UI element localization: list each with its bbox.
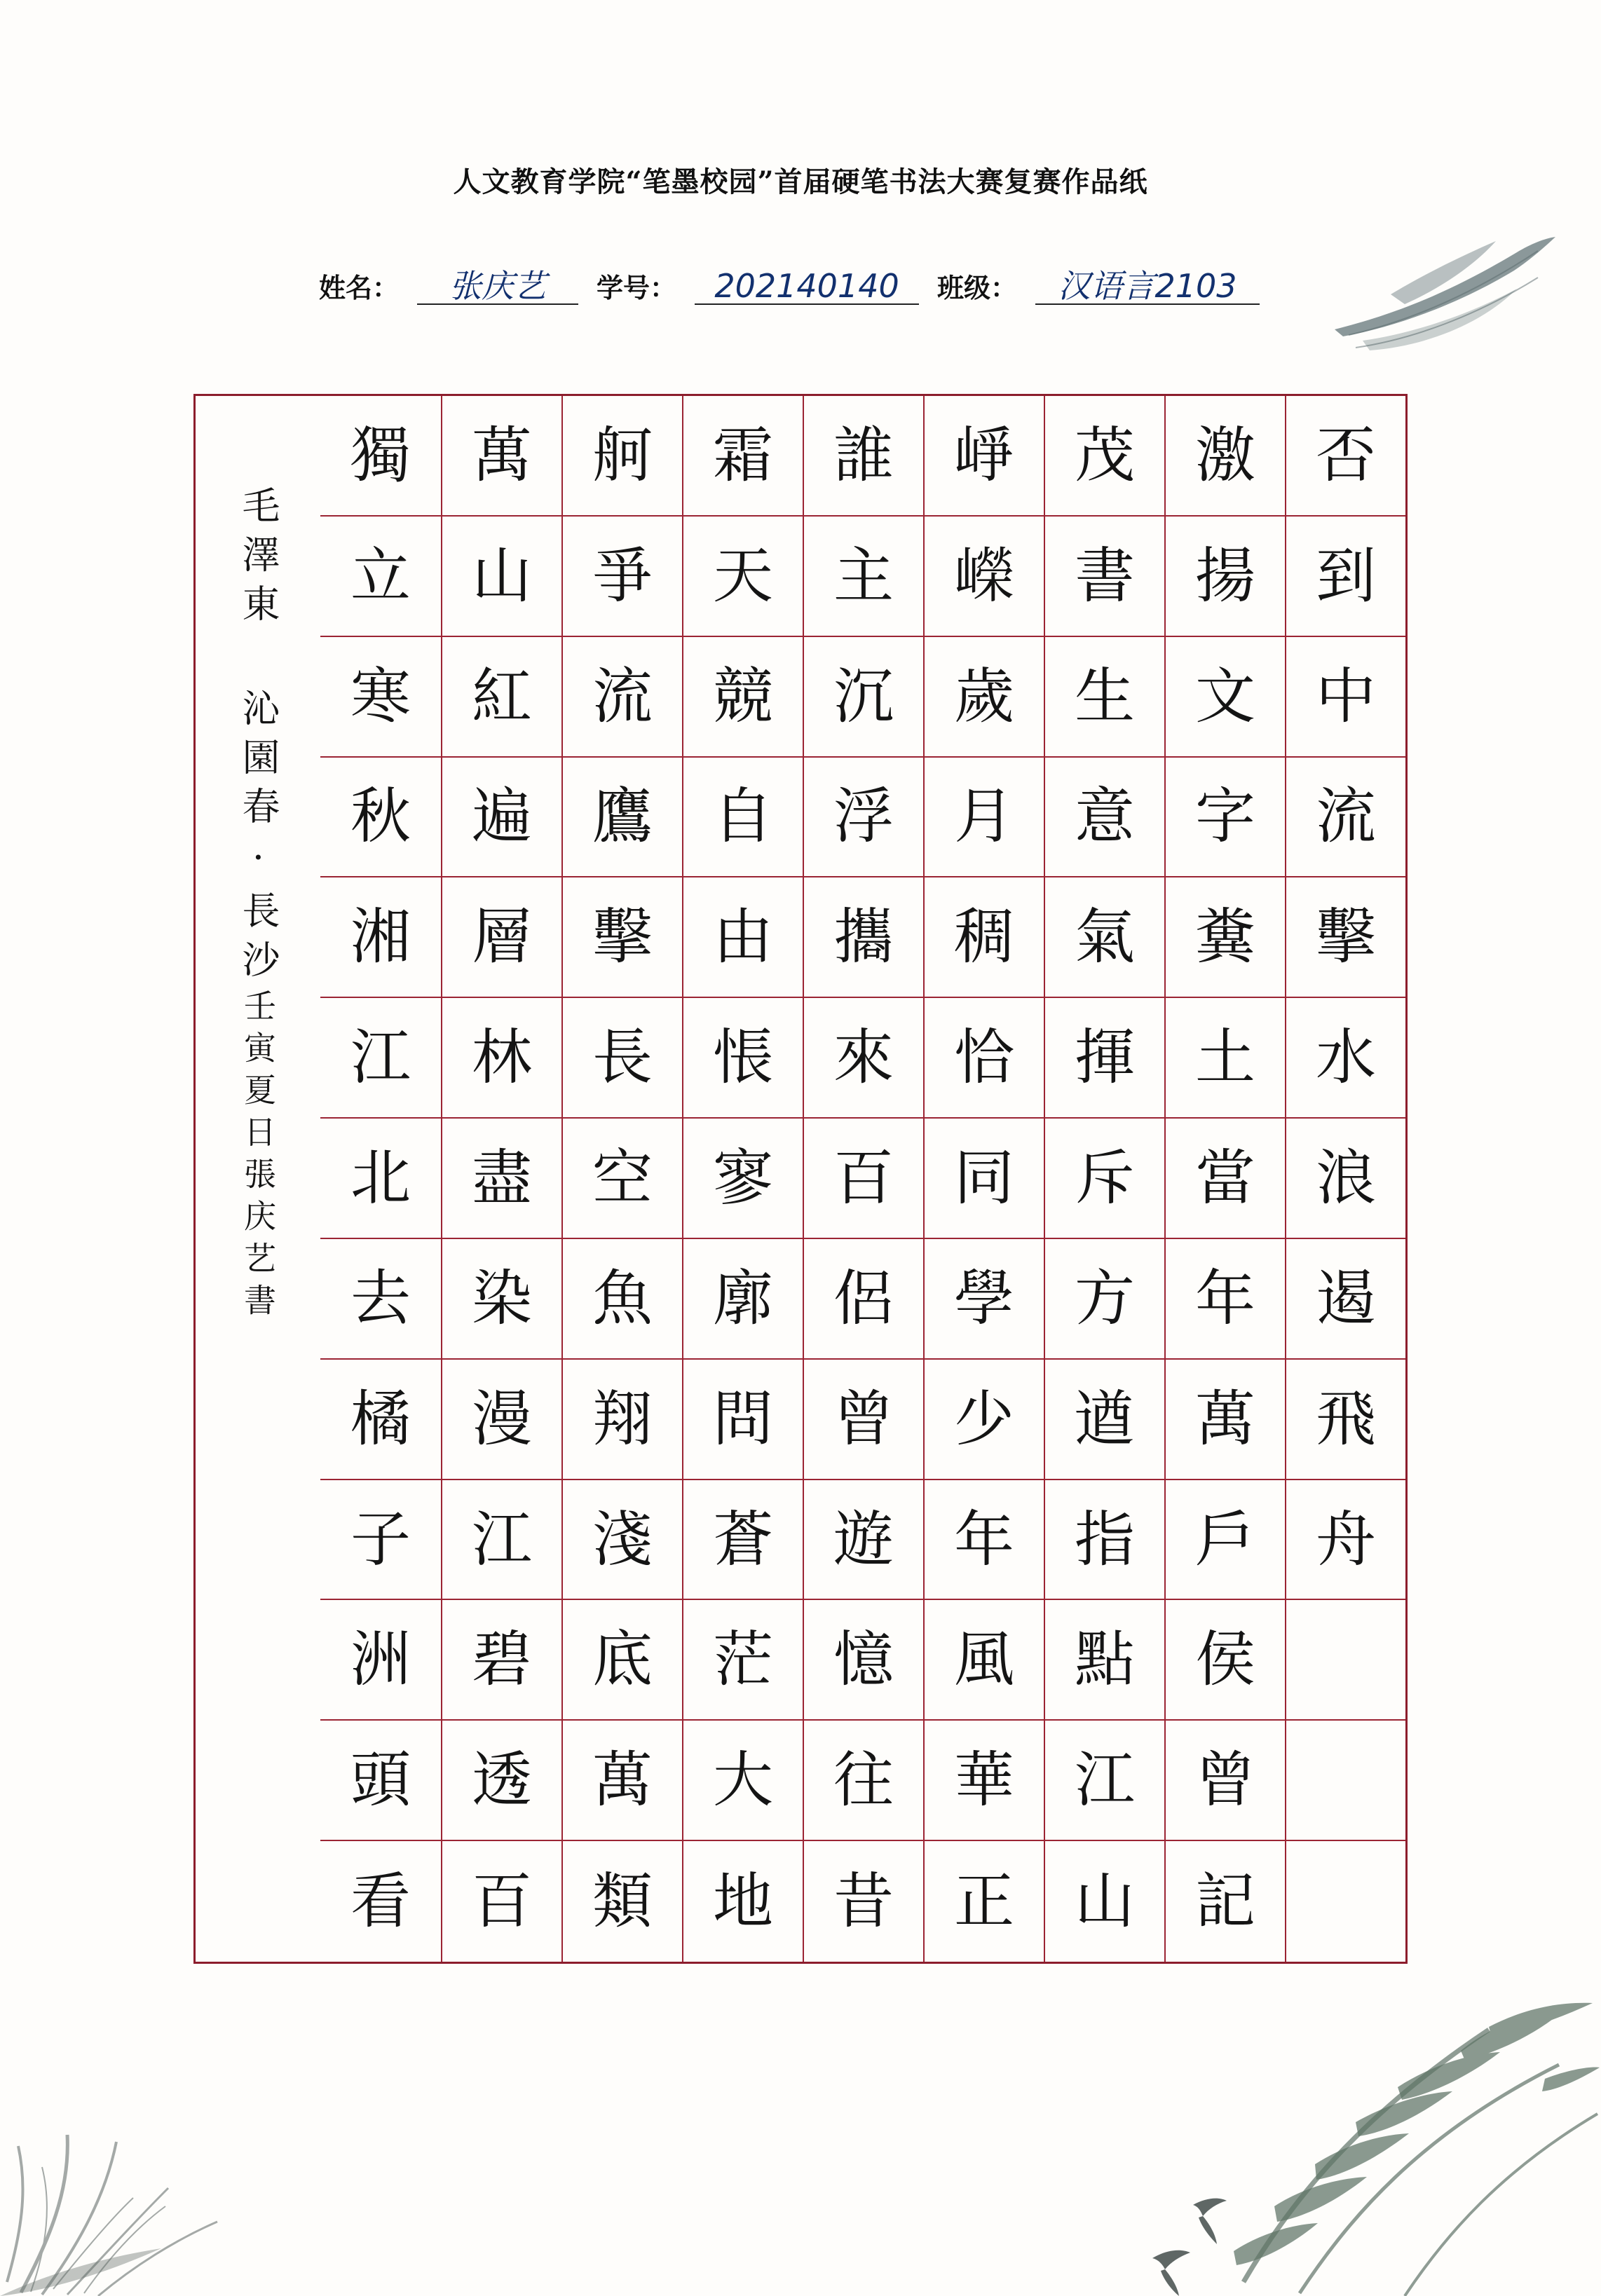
grid-cell: 染: [441, 1239, 561, 1360]
grid-cell: 崢: [923, 396, 1044, 517]
grid-cell: 稠: [923, 877, 1044, 998]
grid-cell: 北: [320, 1119, 441, 1239]
grid-cell: 舸: [561, 396, 682, 517]
grid-cell: 魚: [561, 1239, 682, 1360]
grid-cell: 中: [1285, 637, 1405, 758]
grid-cell: 誰: [803, 396, 923, 517]
grid-cell: [1285, 1721, 1405, 1841]
grid-cell: 嶸: [923, 517, 1044, 637]
grid-cell: 侯: [1164, 1600, 1285, 1721]
grid-cell: 攜: [803, 877, 923, 998]
grid-cell: 立: [320, 517, 441, 637]
grid-cell: 月: [923, 758, 1044, 878]
grid-cell: 擊: [561, 877, 682, 998]
grid-cell: 指: [1044, 1480, 1164, 1601]
grid-cell: 主: [803, 517, 923, 637]
name-field[interactable]: 张庆艺: [417, 270, 578, 305]
grid-cell: 湘: [320, 877, 441, 998]
class-field[interactable]: 汉语言2103: [1035, 270, 1260, 305]
page-title: 人文教育学院“笔墨校园”首届硬笔书法大赛复赛作品纸: [453, 165, 1148, 198]
grid-cell: 大: [682, 1721, 803, 1841]
ink-grass-decoration: [0, 2002, 294, 2296]
grid-cell: 透: [441, 1721, 561, 1841]
grid-cell: 恰: [923, 998, 1044, 1119]
grid-cell: 長: [561, 998, 682, 1119]
grid-cell: 遏: [1285, 1239, 1405, 1360]
grid-cell: 昔: [803, 1841, 923, 1962]
grid-cell: 山: [441, 517, 561, 637]
grid-cell: 方: [1044, 1239, 1164, 1360]
grid-cell: 水: [1285, 998, 1405, 1119]
calligraphy-sheet: [193, 394, 1408, 1964]
grid-cell: 往: [803, 1721, 923, 1841]
grid-cell: 子: [320, 1480, 441, 1601]
grid-cell: 茫: [682, 1600, 803, 1721]
grid-cell: 沉: [803, 637, 923, 758]
grid-cell: 頭: [320, 1721, 441, 1841]
grid-cell: 激: [1164, 396, 1285, 517]
grid-cell: 蒼: [682, 1480, 803, 1601]
grid-cell: 由: [682, 877, 803, 998]
grid-cell: 秋: [320, 758, 441, 878]
grid-cell: 氣: [1044, 877, 1164, 998]
grid-cell: 江: [441, 1480, 561, 1601]
grid-cell: 百: [441, 1841, 561, 1962]
grid-cell: 萬: [441, 396, 561, 517]
grid-cell: 悵: [682, 998, 803, 1119]
grid-cell: 同: [923, 1119, 1044, 1239]
grid-cell: 學: [923, 1239, 1044, 1360]
grid-cell: 盡: [441, 1119, 561, 1239]
class-label: 班级：: [937, 272, 1018, 303]
grid-cell: 天: [682, 517, 803, 637]
grid-cell: 問: [682, 1360, 803, 1480]
grid-cell: 寥: [682, 1119, 803, 1239]
grid-cell: 廓: [682, 1239, 803, 1360]
grid-cell: 競: [682, 637, 803, 758]
student-meta-row: [319, 266, 1260, 305]
grid-cell: 土: [1164, 998, 1285, 1119]
grid-cell: 萬: [561, 1721, 682, 1841]
grid-cell: 少: [923, 1360, 1044, 1480]
grid-cell: 江: [320, 998, 441, 1119]
grid-cell: 年: [923, 1480, 1044, 1601]
character-grid: [320, 396, 1405, 1962]
grid-cell: 層: [441, 877, 561, 998]
grid-cell: 爭: [561, 517, 682, 637]
grid-cell: 看: [350, 1866, 411, 1937]
grid-cell: 點: [1044, 1600, 1164, 1721]
grid-cell: 戶: [1164, 1480, 1285, 1601]
grid-cell: 流: [561, 637, 682, 758]
grid-cell: 類: [561, 1841, 682, 1962]
grid-cell: 風: [923, 1600, 1044, 1721]
grid-cell: 揮: [1044, 998, 1164, 1119]
ink-bird-decoration: [1307, 210, 1559, 364]
grid-cell: 漫: [441, 1360, 561, 1480]
grid-cell: 否: [1285, 396, 1405, 517]
grid-cell: 空: [561, 1119, 682, 1239]
grid-cell: 獨: [320, 396, 441, 517]
student-id-label: 学号：: [597, 272, 677, 303]
student-id-field[interactable]: 202140140: [695, 270, 919, 305]
grid-cell: 糞: [1164, 877, 1285, 998]
grid-cell: 遒: [1044, 1360, 1164, 1480]
grid-cell: 翔: [561, 1360, 682, 1480]
grid-cell: 江: [1044, 1721, 1164, 1841]
grid-cell: 霜: [682, 396, 803, 517]
grid-cell: 林: [441, 998, 561, 1119]
grid-cell: 鷹: [561, 758, 682, 878]
grid-cell: 紅: [441, 637, 561, 758]
grid-cell: 地: [682, 1841, 803, 1962]
grid-cell: 擊: [1285, 877, 1405, 998]
grid-cell: 遍: [441, 758, 561, 878]
grid-cell: 年: [1164, 1239, 1285, 1360]
grid-cell: 底: [561, 1600, 682, 1721]
grid-cell: 曾: [1164, 1721, 1285, 1841]
grid-cell: 記: [1164, 1841, 1285, 1962]
grid-cell: [1285, 1841, 1405, 1962]
grid-cell: 山: [1044, 1841, 1164, 1962]
grid-cell: 洲: [320, 1600, 441, 1721]
grid-cell: 去: [320, 1239, 441, 1360]
grid-cell: 萬: [1164, 1360, 1285, 1480]
grid-cell: 當: [1164, 1119, 1285, 1239]
grid-cell: 華: [923, 1721, 1044, 1841]
grid-cell: 流: [1285, 758, 1405, 878]
grid-cell: 字: [1164, 758, 1285, 878]
grid-cell: 歲: [923, 637, 1044, 758]
grid-cell: 自: [682, 758, 803, 878]
grid-cell: 斥: [1044, 1119, 1164, 1239]
grid-cell: 碧: [441, 1600, 561, 1721]
grid-cell: 憶: [803, 1600, 923, 1721]
grid-cell: 侶: [803, 1239, 923, 1360]
grid-cell: 飛: [1285, 1360, 1405, 1480]
grid-cell: 橘: [320, 1360, 441, 1480]
grid-cell: 正: [923, 1841, 1044, 1962]
grid-cell: 生: [1044, 637, 1164, 758]
grid-cell: 文: [1164, 637, 1285, 758]
grid-cell: 來: [803, 998, 923, 1119]
grid-cell: 揚: [1164, 517, 1285, 637]
signature-line-title: 毛澤東 沁園春·長沙: [236, 486, 280, 989]
grid-cell: 浮: [803, 758, 923, 878]
grid-cell: 舟: [1285, 1480, 1405, 1601]
grid-cell: 曾: [803, 1360, 923, 1480]
grid-cell: 意: [1044, 758, 1164, 878]
grid-cell: 書: [1044, 517, 1164, 637]
signature-column: [196, 396, 320, 1962]
grid-cell: 浪: [1285, 1119, 1405, 1239]
grid-cell: 茂: [1044, 396, 1164, 517]
grid-cell: 百: [803, 1119, 923, 1239]
grid-cell: 遊: [803, 1480, 923, 1601]
grid-cell: [1285, 1600, 1405, 1721]
grid-cell: 到: [1285, 517, 1405, 637]
grid-cell: 淺: [561, 1480, 682, 1601]
name-label: 姓名：: [319, 272, 400, 303]
signature-line-author: 壬寅夏日張庆艺書: [239, 989, 277, 1325]
grid-cell: 寒: [320, 637, 441, 758]
